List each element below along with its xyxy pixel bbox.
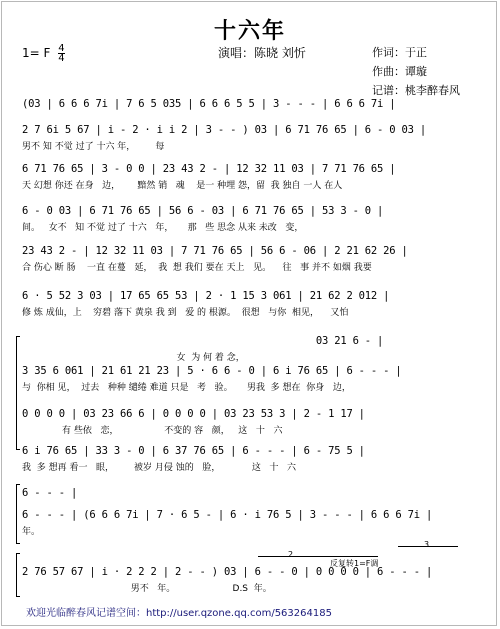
- lyric-row: 修 炼 成仙，上 穷碧 落下 黄泉 我 到 爱 的 根源。 很想 与你 相见， 又怕: [22, 308, 349, 318]
- notation-row: 0 0 0 0 | 03 23 66 6 | 0 0 0 0 | 03 23 53 3 | 2 - 1 17 |: [22, 408, 365, 420]
- notation-row: 6 · 5 52 3 03 | 17 65 65 53 | 2 · 1 15 3 061 | 21 62 2 012 |: [22, 290, 390, 302]
- lyric-row: 我 多 想再 看一 眼， 被岁 月侵 蚀的 脸， 这 十 六: [22, 463, 296, 473]
- notation-row: 03 21 6 - |: [22, 335, 384, 347]
- section-bracket: [16, 484, 20, 544]
- lyric-row: 与 你相 见， 过去 种种 缱绻 难道 只是 考 验。 男我 多 想在 你身 边，: [22, 383, 351, 393]
- volta-number-2: 2: [288, 550, 294, 559]
- notation-row: 6 i 76 65 | 33 3 - 0 | 6 37 76 65 | 6 - - - | 6 - 75 5 |: [22, 445, 365, 457]
- lyric-row: 合 伤心 断 肠 一直 在蔓 延， 我 想 我们 要在 天上 见。 往 事 并不 如烟 我要: [22, 263, 372, 273]
- key-label: 1= F: [22, 46, 51, 60]
- notation-row: 2 76 57 67 | i · 2 2 2 | 2 - - ) 03 | 6 - - 0 | 0 0 0 0 | 6 - - - |: [22, 566, 433, 578]
- lyric-row: 有 些依 恋， 不变的 容 颜， 这 十 六: [22, 426, 283, 436]
- lyric-row: 天 幻想 你还 在身 边， 黯然 销 魂 是一 种埋 怨，留 我 独自 一人 在人: [22, 181, 343, 191]
- notation-row: 6 - - - | (6 6 6 7i | 7 · 6 5 - | 6 · i 76 5 | 3 - - - | 6 6 6 7i |: [22, 509, 433, 521]
- section-bracket: [16, 553, 20, 597]
- section-bracket: [16, 336, 20, 450]
- footer-credit: 欢迎光临醉春风记谱空间：http://user.qzone.qq.com/563264185: [26, 608, 332, 619]
- notation-row: 6 71 76 65 | 3 - 0 0 | 23 43 2 - | 12 32 11 03 | 7 71 76 65 |: [22, 163, 396, 175]
- notation-row: 2 7 6i 5 67 | i - 2 · i i 2 | 3 - - ) 03 | 6 71 76 65 | 6 - 0 03 |: [22, 124, 427, 136]
- lyric-row: 男不 年。 D.S 年。: [22, 584, 272, 594]
- song-title: 十六年: [213, 18, 286, 44]
- time-signature: [58, 44, 64, 63]
- notation-row: 6 - 0 03 | 6 71 76 65 | 56 6 - 03 | 6 71 76 65 | 53 3 - 0 |: [22, 205, 384, 217]
- notation-row: 23 43 2 - | 12 32 11 03 | 7 71 76 65 | 56 6 - 06 | 2 21 62 26 |: [22, 245, 408, 257]
- lyricist-credit: 作词：于正: [372, 46, 427, 59]
- composer-credit: 作曲：谭璇: [372, 65, 427, 78]
- time-top: 4: [58, 43, 65, 54]
- lyric-row: 男不 知 不觉 过了 十六 年， 每: [22, 142, 165, 152]
- lyric-row: 间。 女不 知 不觉 过了 十六 年， 那 些 思念 从来 未改 变，: [22, 223, 304, 233]
- key-signature: [22, 44, 65, 63]
- notation-row: 3 35 6 061 | 21 61 21 23 | 5 · 6 6 - 0 | 6 i 76 65 | 6 - - - |: [22, 365, 402, 377]
- volta-line-1: [258, 556, 378, 557]
- notation-row: 6 - - - |: [22, 487, 78, 499]
- volta-number-3: 3: [424, 540, 430, 549]
- volta-text: 反复转1=F调: [330, 559, 379, 568]
- transcriber-credit: 记谱：桃李醉春风: [372, 84, 460, 97]
- time-bottom: 4: [58, 53, 65, 64]
- singer-credit: 演唱：陈晓 刘忻: [218, 46, 306, 60]
- lyric-row: 年。: [22, 527, 41, 537]
- lyric-row: 女 为 何 着 念，: [22, 353, 245, 363]
- notation-row: (03 | 6 6 6 7i | 7 6 5 035 | 6 6 6 5 5 | 3 - - - | 6 6 6 7i |: [22, 98, 396, 110]
